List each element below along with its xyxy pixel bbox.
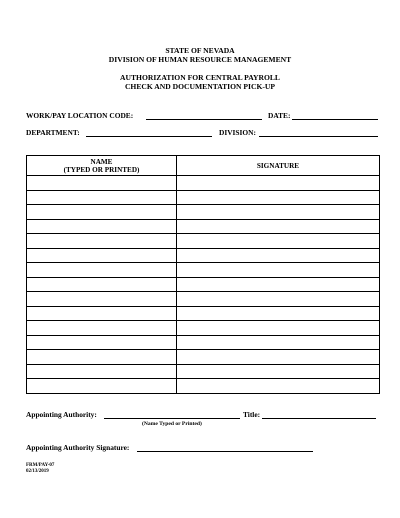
signature-table-body <box>27 176 380 394</box>
signature-cell[interactable] <box>177 379 380 394</box>
signature-cell[interactable] <box>177 350 380 365</box>
signature-cell[interactable] <box>177 234 380 249</box>
title-label: Title: <box>243 410 261 419</box>
table-header-row <box>27 156 380 176</box>
name-cell[interactable] <box>27 234 177 249</box>
table-row <box>27 277 380 292</box>
signature-cell[interactable] <box>177 219 380 234</box>
table-row <box>27 335 380 350</box>
name-cell[interactable] <box>27 335 177 350</box>
division-name: DIVISION OF HUMAN RESOURCE MANAGEMENT <box>108 55 292 64</box>
name-cell[interactable] <box>27 248 177 263</box>
table-row <box>27 205 380 220</box>
signature-cell[interactable] <box>177 248 380 263</box>
name-cell[interactable] <box>27 190 177 205</box>
name-cell[interactable] <box>27 321 177 336</box>
table-row <box>27 292 380 307</box>
signature-cell[interactable] <box>177 190 380 205</box>
name-cell[interactable] <box>27 292 177 307</box>
department-field[interactable] <box>86 136 212 137</box>
name-cell[interactable] <box>27 306 177 321</box>
name-cell[interactable] <box>27 176 177 191</box>
signature-cell[interactable] <box>177 205 380 220</box>
date-label: DATE: <box>268 111 291 120</box>
table-row <box>27 379 380 394</box>
form-date: 02/13/2019 <box>26 469 49 474</box>
work-pay-location-label: WORK/PAY LOCATION CODE: <box>26 111 134 120</box>
division-label: DIVISION: <box>219 128 256 137</box>
signature-cell[interactable] <box>177 292 380 307</box>
name-cell[interactable] <box>27 364 177 379</box>
table-row <box>27 263 380 278</box>
state-name: STATE OF NEVADA <box>165 46 235 55</box>
title-field[interactable] <box>262 418 376 419</box>
name-cell[interactable] <box>27 205 177 220</box>
name-cell[interactable] <box>27 277 177 292</box>
table-row <box>27 248 380 263</box>
form-title-line2: CHECK AND DOCUMENTATION PICK-UP <box>124 82 276 91</box>
department-label: DEPARTMENT: <box>26 128 80 137</box>
table-row <box>27 234 380 249</box>
signature-cell[interactable] <box>177 335 380 350</box>
signature-column-header: SIGNATURE <box>177 156 380 176</box>
form-title-line1: AUTHORIZATION FOR CENTRAL PAYROLL <box>120 73 280 82</box>
appointing-authority-signature-field[interactable] <box>137 451 313 452</box>
name-cell[interactable] <box>27 350 177 365</box>
signature-table <box>26 155 380 394</box>
signature-cell[interactable] <box>177 306 380 321</box>
name-cell[interactable] <box>27 379 177 394</box>
table-row <box>27 364 380 379</box>
name-cell[interactable] <box>27 219 177 234</box>
signature-cell[interactable] <box>177 176 380 191</box>
division-field[interactable] <box>259 136 378 137</box>
appointing-authority-field[interactable] <box>104 418 240 419</box>
appointing-authority-signature-label: Appointing Authority Signature: <box>26 443 130 452</box>
name-typed-hint: (Name Typed or Printed) <box>142 421 202 427</box>
work-pay-location-field[interactable] <box>146 119 262 120</box>
appointing-authority-label: Appointing Authority: <box>26 410 97 419</box>
table-row <box>27 176 380 191</box>
table-row <box>27 321 380 336</box>
signature-cell[interactable] <box>177 277 380 292</box>
table-row <box>27 350 380 365</box>
signature-cell[interactable] <box>177 364 380 379</box>
name-column-header <box>27 156 177 176</box>
date-field[interactable] <box>292 119 378 120</box>
name-header-line2: (TYPED OR PRINTED) <box>63 165 140 174</box>
table-row <box>27 190 380 205</box>
name-cell[interactable] <box>27 263 177 278</box>
signature-cell[interactable] <box>177 321 380 336</box>
table-row <box>27 219 380 234</box>
table-row <box>27 306 380 321</box>
signature-cell[interactable] <box>177 263 380 278</box>
name-header-line1: NAME <box>90 157 113 166</box>
form-code: FRM/PAY-07 <box>26 463 55 468</box>
